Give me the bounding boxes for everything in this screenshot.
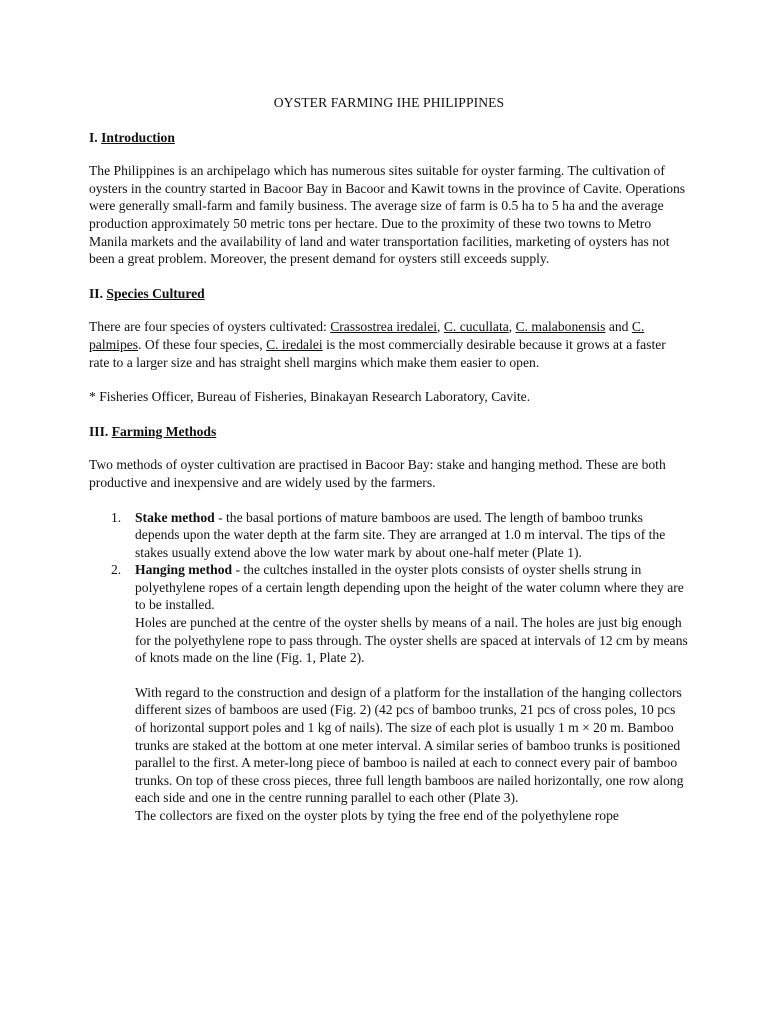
list-item-hanging-method <box>89 561 689 824</box>
section-number: III. <box>89 423 109 439</box>
paragraph-spacer <box>135 667 689 684</box>
species-name: C. malabonensis <box>515 319 606 335</box>
section-heading-species <box>89 285 689 303</box>
section-heading-introduction <box>89 129 689 147</box>
introduction-paragraph: The Philippines is an archipelago which has numerous sites suitable for oyster farming. The cultivation of oysters in the country started in Bacoor Bay in Bacoor and Kawit towns in the province of Cavite. Operations were generally small-farm and family business. The average size of farm is 0.5 ha to 5 ha and the average production approximately 50 metric tons per hectare. Due to the proximity of these two towns to Metro Manila markets and the availability of land and water transportation facilities, marketing of oysters has not been a great problem. Moreover, the present demand for oysters still exceeds supply. <box>89 163 686 267</box>
list-number: 1. <box>111 509 122 525</box>
text-segment: There are four species of oysters cultivated: <box>89 319 331 335</box>
section-title: Introduction <box>101 129 175 145</box>
text-segment: . Of these four species, <box>138 336 267 352</box>
document-title: OYSTER FARMING IHE PHILIPPINES <box>273 95 505 110</box>
farming-methods-paragraph: Two methods of oyster cultivation are practised in Bacoor Bay: stake and hanging method. These are both productive and inexpensive and are widely used by the farmers. <box>89 457 666 490</box>
species-name: C. palmipes <box>89 319 645 352</box>
method-paragraph: With regard to the construction and design of a platform for the installation of the hanging collectors different sizes of bamboos are used (Fig. 2) (42 pcs of bamboo trunks, 21 pcs of cross poles, 10 pcs of horizontal support poles and 1 kg of nails). The size of each plot is usually 1 m × 20 m. Bamboo trunks are staked at the bottom at one meter interval. A similar series of bamboo trunks is positioned parallel to the first. A meter-long piece of bamboo is nailed at each to connect every pair of bamboo trunks. On top of these cross pieces, three full length bamboos are nailed horizontally, one row along each side and one in the centre running parallel to each other (Plate 3). <box>135 684 684 806</box>
text-segment: is the most commercially desirable because it grows at a faster rate to a larger size and has straight shell margins which make them easier to open. <box>89 336 666 370</box>
method-term: Hanging method <box>135 562 233 578</box>
text-segment: and <box>605 319 632 335</box>
section-number: I. <box>89 129 98 145</box>
list-number: 2. <box>111 562 122 578</box>
section-title: Farming Methods <box>111 423 217 439</box>
species-name: C. cucullata <box>443 319 509 335</box>
method-paragraph: The collectors are fixed on the oyster plots by tying the free end of the polyethylene rope <box>135 808 619 823</box>
text-segment: , <box>437 319 444 335</box>
method-term: Stake method <box>135 509 215 525</box>
section-heading-farming-methods <box>89 423 689 441</box>
species-name: C. iredalei <box>266 336 323 352</box>
list-item-stake-method <box>89 509 689 562</box>
method-description: - the basal portions of mature bamboos are used. The length of bamboo trunks depends upon the water depth at the farm site. They are arranged at 1.0 m interval. The tips of the stakes usually extend above the low water mark by about one-half meter (Plate 1). <box>135 509 666 560</box>
species-name: Crassostrea iredalei <box>330 319 438 335</box>
species-paragraph <box>89 318 689 371</box>
method-paragraph: Holes are punched at the centre of the oyster shells by means of a nail. The holes are just big enough for the polyethylene rope to pass through. The oyster shells are spaced at intervals of 12 cm by means of knots made on the line (Fig. 1, Plate 2). <box>135 615 688 666</box>
text-segment: , <box>508 319 516 335</box>
section-number: II. <box>89 285 103 301</box>
method-description: - the cultches installed in the oyster plots consists of oyster shells strung in polyethylene ropes of a certain length depending upon the height of the water column where they are to be installed. <box>135 562 684 613</box>
methods-list <box>89 509 689 825</box>
document-page <box>89 94 689 825</box>
author-footnote: * Fisheries Officer, Bureau of Fisheries, Binakayan Research Laboratory, Cavite. <box>89 389 531 405</box>
section-title: Species Cultured <box>106 285 205 301</box>
